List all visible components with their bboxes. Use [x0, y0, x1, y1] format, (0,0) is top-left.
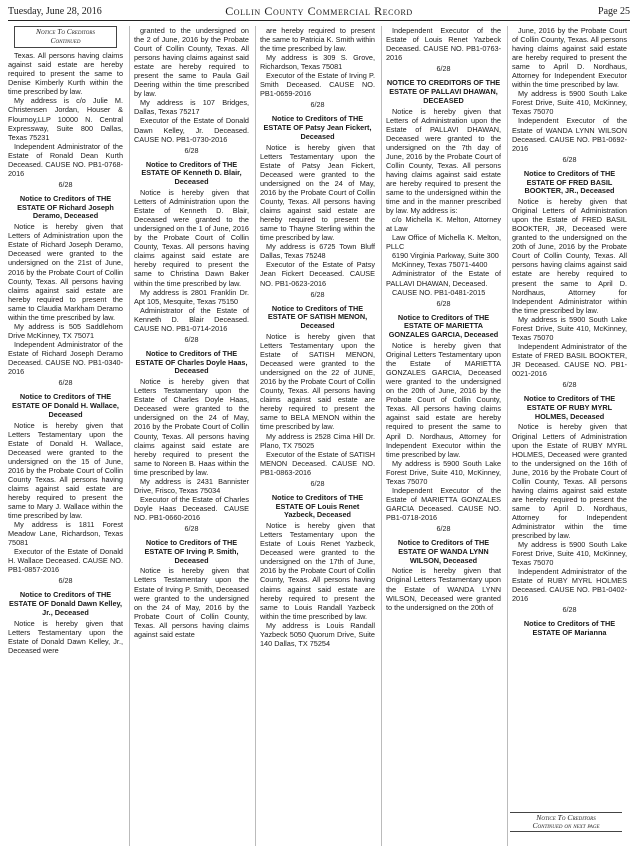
notice-paragraph: Texas. All persons having claims against said estate are hereby required to present the same to Denise Kimberly Kurth within the time prescribed by law. — [8, 51, 123, 97]
notice-paragraph: are hereby required to present the same to Patricia K. Smith within the time prescribed by law. — [260, 26, 375, 54]
notice-paragraph: Notice is hereby given that Letters of Administration upon the Estate of Richard Joseph Deramo, Deceased were granted to the undersigned on the 21st of June, 2016 by the Probate Court of Collin County, Texas. All persons having claims against said estate are hereby required to present the same to Claudia Markham Deramo within the time prescribed by law. — [8, 222, 123, 322]
notice — [386, 314, 501, 533]
continued-footer-title: Notice To Creditors — [536, 813, 596, 822]
notice-title: Notice to Creditors of THE ESTATE OF Marianna — [523, 619, 616, 638]
notice-paragraph: Executor of the Estate of Donald H. Wallace Deceased. CAUSE NO. PB1-0857-2016 — [8, 547, 123, 575]
notice-paragraph: Notice is hereby given that Letters Testamentary upon the Estate of Patsy Jean Fickert, Deceased were granted to the undersigned on the 24 of May, 2016 by the Probate Court of Collin County, Texas. All persons having claims against said estate are hereby required to present the same to Thayne Sterling within the time prescribed by law. — [260, 142, 375, 243]
notice-paragraph: Executor of the Estate of SATISH MENON Deceased. CAUSE NO. PB1-0863-2016 — [260, 449, 375, 477]
notice-paragraph: Executor of the Estate of Charles Doyle Haas Deceased. CAUSE NO. PB1-0660-2016 — [134, 494, 249, 522]
continued-footer — [510, 812, 622, 832]
column-divider — [507, 26, 508, 846]
notice-paragraph: Notice is hereby given that Original Letters of Administration upon the Estate of RUBY MYRL HOLMES, Deceased were granted to the undersigned on the 16th of June, 2016 by the Probate Court of Collin County, Texas. All persons having claims against said estate are hereby required to present the same to April D. Nordhaus, Attorney for Independent Administrator within the time prescribed by law. — [512, 422, 627, 541]
notice-paragraph: Notice is hereby given that Letters Testamentary upon the Estate of Donald H. Wallace, Deceased were granted to the undersigned on the 15 of June, 2016 by the Probate Court of Collin County Texas. All persons having claims against said estate are hereby required to present the same to Mary J. Wallace within the time prescribed by law. — [8, 420, 123, 520]
column-2 — [134, 26, 249, 846]
notice-paragraph: Notice is hereby given that Letters Testamentary upon the Estate of Louis Renet Yazbeck, Deceased were granted to the undersigned on the 17th of June, 2016 by the Probate Court of Collin County, Texas. All persons having claims against said estate are hereby required to present the same to Louis Randall Yazbeck within the time prescribed by law. — [260, 521, 375, 621]
notice-paragraph: McKinney, Texas 75071-4400 — [392, 260, 488, 270]
publication-date: 6/28 — [184, 523, 199, 533]
notice — [386, 26, 501, 73]
column-4 — [386, 26, 501, 846]
notice-paragraph: Administrator of the Estate of Kenneth D. Blair Deceased. CAUSE NO. PB1-0714-2016 — [134, 305, 249, 333]
notice-title: Notice to Creditors of THE ESTATE OF Donald H. Wallace, Deceased — [12, 392, 119, 419]
notice-title: Notice to Creditors of THE ESTATE OF Louis Renet Yazbeck, Deceased — [271, 492, 364, 520]
notice-paragraph: My address is 505 Saddlehorn Drive McKinney, TX 75071 — [8, 321, 123, 340]
notice-paragraph: June, 2016 by the Probate Court of Collin County, Texas. All persons having claims against said estate are hereby required to present the same to April D. Nordhaus, Attorney for Independent Executor within the time prescribed by law. — [512, 26, 627, 90]
notice — [8, 51, 123, 189]
notice-paragraph: Notice is hereby given that Letters Testamentary upon the Estate of Charles Doyle Haas, Deceased were granted to the undersigned on the 24 of May, 2016 by the Probate Court of Collin County, Texas. All persons having claims against said estate are hereby required to present the same to Noreen B. Haas within the time prescribed by law. — [134, 377, 249, 477]
notice-title: Notice to Creditors of THE ESTATE OF Kenneth D. Blair, Deceased — [141, 159, 242, 187]
notice-paragraph: My address is 5900 South Lake Forest Drive, Suite 410, McKinney, Texas 75070 — [512, 314, 627, 342]
notice-paragraph: My address is 5900 South Lake Forest Drive, Suite 410, McKinney, Texas 75070 — [386, 458, 501, 486]
notice-paragraph: Independent Executor of the Estate of Louis Renet Yazbeck Deceased. CAUSE NO. PB1-0763-2016 — [386, 26, 501, 63]
notice-paragraph: Law Office of Michella K. Melton, PLLC — [386, 233, 501, 252]
notice-title: Notice to Creditors of THE ESTATE OF MARIETTA GONZALES GARCIA, Deceased — [388, 312, 499, 340]
header-rule — [8, 20, 630, 21]
notice-title: Notice to Creditors of THE ESTATE OF Patsy Jean Fickert, Deceased — [263, 114, 372, 142]
notice — [134, 26, 249, 155]
column-5 — [512, 26, 627, 846]
notice-paragraph: My address is 2528 Cima Hill Dr. Plano, TX 75025 — [260, 431, 375, 450]
notice — [386, 79, 501, 307]
notice-paragraph: My address is Louis Randall Yazbeck 5050 Quorum Drive, Suite 140 Dallas, TX 75254 — [260, 620, 375, 648]
notice-paragraph: Executor of the Estate of Irving P. Smith Deceased. CAUSE NO. PB1-0659-2016 — [260, 71, 375, 99]
publication-date: 6/28 — [184, 334, 199, 344]
issue-date: Tuesday, June 28, 2016 — [8, 6, 102, 17]
publication-date: 6/28 — [436, 523, 451, 533]
notice-paragraph: Independent Administrator of the Estate of FRED BASIL BOOKTER, JR Deceased. CAUSE NO. PB1-0021-2016 — [512, 341, 627, 378]
publication-date: 6/28 — [436, 298, 451, 308]
publication-date: 6/28 — [184, 145, 199, 155]
notice-paragraph: Independent Administrator of the Estate of RUBY MYRL HOLMES Deceased. CAUSE NO. PB1-0402-2016 — [512, 567, 627, 604]
notice-title: Notice to Creditors of THE ESTATE OF Irving P. Smith, Deceased — [144, 538, 239, 565]
notice-paragraph: My address is 5900 South Lake Forest Drive, Suite 410, McKinney, Texas 75070 — [512, 89, 627, 117]
notice-paragraph: Notice is hereby given that Letters of Administration upon the Estate of PALLAVI DHAWAN, Deceased were granted to the undersigned on the 7th day of June, 2016 by the Probate Court of Collin County, Texas. All persons having claims against said estate are hereby required to present the same to the undersigned within the time and in the manner prescribed by law. My address is: — [386, 106, 501, 216]
column-divider — [381, 26, 382, 846]
notice — [134, 161, 249, 344]
continued-header-title: Notice To Creditors — [36, 27, 95, 36]
masthead — [8, 4, 630, 20]
notice — [512, 26, 627, 164]
publication-date: 6/28 — [58, 576, 73, 586]
notice — [386, 539, 501, 612]
notice-title: Notice to Creditors of THE ESTATE OF SATISH MENON, Deceased — [267, 303, 368, 331]
notice-title: Notice to Creditors of THE ESTATE OF RUBY MYRL HOLMES, Deceased — [523, 394, 616, 421]
notice-paragraph: My address is 107 Bridges, Dallas, Texas 75217 — [134, 98, 249, 117]
notice-paragraph: My address is 309 S. Grove, Richardson, Texas 75081 — [260, 53, 375, 72]
notice-title: Notice to Creditors of THE ESTATE OF WANDA LYNN WILSON, Deceased — [397, 538, 490, 565]
notice — [260, 305, 375, 488]
notice — [134, 350, 249, 533]
notice-paragraph: Independent Executor of the Estate of WANDA LYNN WILSON Deceased. CAUSE NO. PB1-0692-2016 — [512, 116, 627, 153]
notice-paragraph: Independent Administrator of the Estate of Richard Joseph Deramo Deceased. CAUSE NO. PB1-0340-2016 — [8, 339, 123, 377]
notice-paragraph: granted to the undersigned on the 2 of June, 2016 by the Probate Court of Collin County, Texas. All persons having claims against said estate are hereby required to present the same to Paula Gail Deering within the time prescribed by law. — [134, 26, 249, 99]
notice-paragraph: Administrator of the Estate of PALLAVI DHAWAN, Deceased. — [386, 269, 501, 288]
notice-paragraph: My address is 1811 Forest Meadow Lane, Richardson, Texas 75081 — [8, 520, 123, 548]
continued-header — [14, 26, 117, 48]
notice — [512, 620, 627, 638]
notice-paragraph: Notice is hereby given that Original Letters of Administration upon the Estate of FRED BASIL BOOKTER, JR, Deceased were granted to the undersigned on the 20th of June, 2016 by the Probate Court of Collin County, Texas. All persons having claims against said estate are hereby required to present the same to April D. Nordhaus, Attorney for Independent Administrator within the time prescribed by law. — [512, 197, 627, 315]
notice — [260, 26, 375, 109]
notice — [8, 195, 123, 387]
page-number: Page 25 — [598, 6, 630, 17]
notice — [134, 539, 249, 639]
publication-date: 6/28 — [310, 478, 325, 488]
publication-date: 6/28 — [310, 289, 325, 299]
publication-date: 6/28 — [58, 179, 73, 189]
publication-date: 6/28 — [436, 64, 451, 74]
notice-title: Notice to Creditors of THE ESTATE OF Richard Joseph Deramo, Deceased — [17, 193, 114, 221]
publication-date: 6/28 — [562, 380, 577, 390]
notice-paragraph: My address is 5900 South Lake Forest Drive, Suite 410, McKinney, Texas 75070 — [512, 540, 627, 568]
notice-title: Notice to Creditors of THE ESTATE OF Charles Doyle Haas, Deceased — [135, 348, 248, 376]
continued-footer-subtitle: Continued on next page — [532, 821, 600, 831]
notice — [512, 170, 627, 389]
notice-paragraph: Independent Executor of the Estate of MARIETTA GONZALES GARCIA Deceased. CAUSE NO. PB1-0718-2016 — [386, 485, 501, 522]
newspaper-name: Collin County Commercial Record — [225, 4, 413, 18]
notice-paragraph: c/o Michella K. Melton, Attorney at Law — [386, 215, 501, 234]
notice — [260, 494, 375, 648]
notice — [260, 115, 375, 298]
notice-paragraph: Notice is hereby given that Original Letters Testamentary upon the Estate of MARIETTA GONZALES GARCIA, Deceased were granted to the undersigned on the 20th of June, 2016 by the Probate Court of Collin County, Texas. All persons having claims against said estate are hereby required to present the same to April D. Nordhaus, Attorney for Independent Executor within the time prescribed by law. — [386, 341, 501, 459]
notice-paragraph: Notice is hereby given that Letters of Administration upon the Estate of Kenneth D. Blair, Deceased were granted to the undersigned on the 1 of June, 2016 by the Probate Court of Collin County, Texas. All persons having claims against said estate are hereby required to present the same to Christina Dawn Baker within the time prescribed by law. — [134, 188, 249, 288]
notice-paragraph: Executor of the Estate of Patsy Jean Fickert Deceased. CAUSE NO. PB1-0623-2016 — [260, 260, 375, 288]
notice-title: NOTICE TO CREDITORS OF THE ESTATE OF PALLAVI DHAWAN, DECEASED — [386, 78, 501, 105]
notice-paragraph: Notice is hereby given that Letters Testamentary upon the Estate of SATISH MENON, Deceased were granted to the undersigned on the 22 of JUNE, 2016 by the Probate Court of Collin County, Texas. All persons having claims against said estate are hereby required to present the same to BELA MENON within the time prescribed by law. — [260, 332, 375, 432]
notice-paragraph: CAUSE NO. PB1-0481-2015 — [392, 287, 486, 297]
column-divider — [129, 26, 130, 846]
publication-date: 6/28 — [58, 378, 73, 388]
notice-paragraph: My address is 2431 Bannister Drive, Frisco, Texas 75034 — [134, 476, 249, 495]
notice-paragraph: Notice is hereby given that Letters Testamentary upon the Estate of Irving P. Smith, Deceased were granted to the undersigned on the 24 of May, 2016 by the Probate Court of Collin County, Texas. All persons having claims against said estate — [134, 566, 249, 639]
publication-date: 6/28 — [562, 154, 577, 164]
notice-paragraph: My address is 2801 Franklin Dr. Apt 105, Mesquite, Texas 75150 — [134, 287, 249, 306]
publication-date: 6/28 — [562, 605, 577, 615]
notice-title: Notice to Creditors of THE ESTATE OF FRED BASIL BOOKTER, JR., Deceased — [523, 168, 616, 196]
column-3 — [260, 26, 375, 846]
column-divider — [255, 26, 256, 846]
notice — [8, 393, 123, 585]
notice-paragraph: 6190 Virginia Parkway, Suite 300 — [392, 251, 499, 261]
notice-paragraph: Notice is hereby given that Letters Testamentary upon the Estate of Donald Dawn Kelley, Jr., Deceased were — [8, 618, 123, 655]
notice — [8, 591, 123, 655]
notice-title: Notice to Creditors of THE ESTATE OF Donald Dawn Kelley, Jr., Deceased — [8, 590, 123, 617]
column-1 — [8, 26, 123, 846]
notice-columns — [8, 26, 630, 846]
notice-paragraph: Executor of the Estate of Donald Dawn Kelley, Jr. Deceased. CAUSE NO. PB1-0730-2016 — [134, 116, 249, 144]
notice-paragraph: Independent Administrator of the Estate of Ronald Dean Kurth Deceased. CAUSE NO. PB1-0768-2016 — [8, 141, 123, 178]
notice-paragraph: My address is c/o Julie M. Christensen Jordan, Houser & Flournoy,LLP 10000 N. Central Expressway, Suite 800 Dallas, Texas 75231 — [8, 96, 123, 142]
notice — [512, 395, 627, 614]
continued-header-subtitle: Continued — [50, 35, 81, 45]
notice-paragraph: Notice is hereby given that Original Letters Testamentary upon the Estate of WANDA LYNN WILSON, Deceased were granted to the undersigned on the 20th of — [386, 566, 501, 612]
publication-date: 6/28 — [310, 100, 325, 110]
notice-paragraph: My address is 6725 Town Bluff Dallas, Texas 75248 — [260, 242, 375, 261]
